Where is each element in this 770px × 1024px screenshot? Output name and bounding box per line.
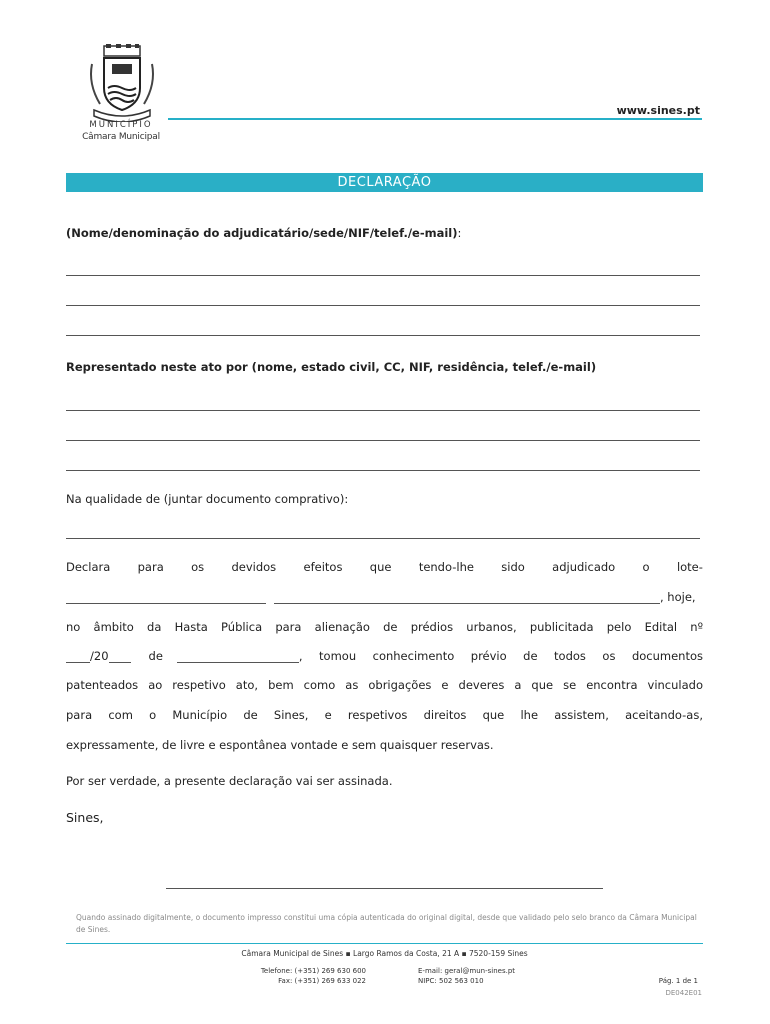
website-link[interactable]: www.sines.pt — [616, 104, 700, 117]
declaration-row-7: expressamente, de livre e espontânea vontade e sem quaisquer reservas. — [66, 738, 494, 752]
adjudicatario-label — [66, 226, 461, 240]
declaration-word: para — [137, 560, 164, 574]
footer-divider — [66, 943, 703, 944]
closing-statement: Por ser verdade, a presente declaração vai ser assinada. — [66, 774, 393, 788]
declaration-row-2 — [66, 590, 703, 604]
adjudicatario-label-colon: : — [457, 226, 462, 240]
footer-fax: Fax: (+351) 269 633 022 — [278, 977, 366, 985]
municipal-crest-logo — [86, 44, 158, 122]
declaration-word: lote- — [676, 560, 703, 574]
tomou-text: , tomou conhecimento prévio de todos os documentos — [298, 649, 703, 663]
footer-phone: Telefone: (+351) 269 630 600 — [260, 967, 366, 975]
header-divider — [168, 118, 702, 120]
representante-line-3[interactable] — [66, 470, 700, 471]
adjudicatario-label-text: (Nome/denominação do adjudicatário/sede/NIF/telef./e-mail) — [66, 226, 458, 240]
adjudicatario-line-3[interactable] — [66, 335, 700, 336]
camara-label: Câmara Municipal — [82, 132, 160, 142]
declaration-row-1 — [66, 560, 703, 574]
signature-line[interactable] — [166, 888, 603, 889]
declaration-row-3: no âmbito da Hasta Pública para alienação de prédios urbanos, publicitada pelo Edital nº — [66, 620, 703, 634]
declaration-word: o — [642, 560, 650, 574]
footer-nipc: NIPC: 502 563 010 — [418, 977, 484, 985]
declaration-word: os — [191, 560, 205, 574]
de-text: de — [148, 649, 163, 663]
declaration-row-4 — [66, 649, 703, 663]
qualidade-label: Na qualidade de (juntar documento comprativo): — [66, 492, 349, 506]
edital-number-blank[interactable] — [66, 652, 90, 663]
edital-year-blank[interactable] — [109, 652, 131, 663]
declaration-row-6: para com o Município de Sines, e respetivos direitos que lhe assistem, aceitando-as, — [66, 708, 703, 722]
edital-year-prefix: /20 — [90, 649, 109, 663]
representante-line-2[interactable] — [66, 440, 700, 441]
closing-place: Sines, — [66, 810, 104, 825]
lote-description-blank[interactable] — [274, 593, 660, 604]
edital-date-blank[interactable] — [177, 652, 299, 663]
document-title-banner: DECLARAÇÃO — [66, 173, 703, 192]
hoje-text: , hoje, — [660, 590, 696, 604]
declaration-word: adjudicado — [552, 560, 616, 574]
declaration-word: devidos — [231, 560, 277, 574]
page-number: Pág. 1 de 1 — [658, 977, 698, 985]
declaration-row-5: patenteados ao respetivo ato, bem como as obrigações e deveres a que se encontra vinculado — [66, 678, 703, 692]
declaration-word: tendo-lhe — [418, 560, 474, 574]
footer-email: E-mail: geral@mun-sines.pt — [418, 967, 516, 975]
qualidade-line[interactable] — [66, 538, 700, 539]
representante-line-1[interactable] — [66, 410, 700, 411]
footer-contacts — [226, 966, 366, 986]
digital-signature-disclaimer: Quando assinado digitalmente, o documento impresso constitui uma cópia autenticada do original digital, desde que validado pelo selo branco da Câmara Municipal de Sines. — [76, 913, 697, 934]
municipio-label: MUNICÍPIO — [89, 120, 153, 130]
adjudicatario-line-1[interactable] — [66, 275, 700, 276]
declaration-word: que — [369, 560, 392, 574]
footer-address: Câmara Municipal de Sines ▪ Largo Ramos da Costa, 21 A ▪ 7520-159 Sines — [241, 949, 528, 958]
declaration-word: sido — [501, 560, 525, 574]
declaration-word: Declara — [66, 560, 111, 574]
declaration-word: efeitos — [303, 560, 343, 574]
document-code: DE042E01 — [665, 989, 702, 997]
lote-blank[interactable] — [66, 593, 266, 604]
footer-contacts-2 — [418, 966, 578, 986]
representante-label: Representado neste ato por (nome, estado civil, CC, NIF, residência, telef./e-mail) — [66, 360, 597, 374]
adjudicatario-line-2[interactable] — [66, 305, 700, 306]
